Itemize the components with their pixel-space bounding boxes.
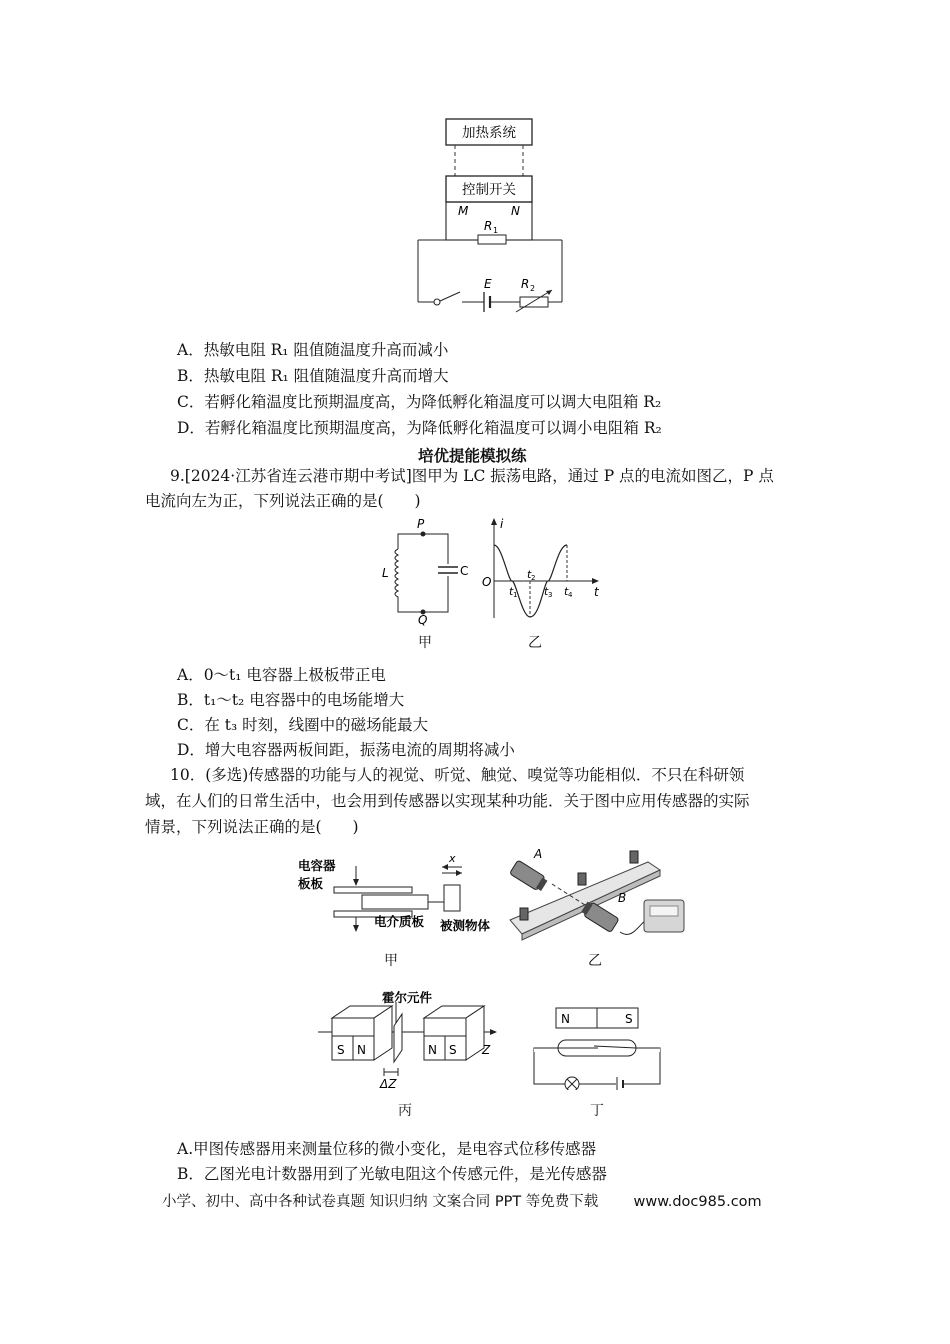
q9-stem-line1: 9.[2024·江苏省连云港市期中考试]图甲为 LC 振荡电路，通过 P 点的电流如图乙，P 点 — [170, 467, 774, 485]
label-hall-element: 霍尔元件 — [382, 990, 433, 1005]
point-P — [421, 532, 426, 537]
dielectric-slab — [362, 895, 428, 909]
photoelectric-counter-diagram — [506, 842, 690, 944]
switch-lever — [440, 292, 460, 301]
label-delta-Z: ΔZ — [380, 1077, 397, 1091]
label-capacitor: 电容器 — [298, 858, 336, 873]
q8-option-b: B．热敏电阻 R₁ 阻值随温度升高而增大 — [177, 367, 449, 385]
pole-S-right: S — [449, 1043, 457, 1057]
label-C: C — [460, 564, 469, 578]
capacitive-sensor-diagram — [296, 852, 506, 942]
q9-stem-line2: 电流向左为正，下列说法正确的是( ) — [145, 492, 421, 510]
q9-option-c: C．在 t₃ 时刻，线圈中的磁场能最大 — [177, 716, 429, 734]
q8-option-a: A．热敏电阻 R₁ 阻值随温度升高而减小 — [177, 341, 449, 359]
reed-switch-diagram — [528, 1004, 668, 1090]
label-Q: Q — [418, 613, 428, 626]
label-x: x — [449, 852, 456, 865]
q9-option-d: D．增大电容器两板间距，振荡电流的周期将减小 — [177, 741, 515, 759]
q8-option-d: D．若孵化箱温度比预期温度高，为降低孵化箱温度可以调小电阻箱 R₂ — [177, 419, 662, 437]
light-source-A — [510, 860, 549, 893]
axis-label-O: O — [482, 575, 492, 589]
fig10-caption-jia: 甲 — [384, 953, 398, 969]
lc-circuit-diagram — [376, 514, 486, 626]
q8-option-c: C．若孵化箱温度比预期温度高，为降低孵化箱温度可以调大电阻箱 R₂ — [177, 393, 662, 411]
switch-pivot — [434, 299, 440, 305]
tick-t2-sub: 2 — [531, 574, 536, 582]
label-plate: 板板 — [298, 876, 324, 891]
label-E: E — [484, 277, 492, 291]
q10-stem-line3: 情景，下列说法正确的是( ) — [145, 818, 359, 836]
q10-option-a: A.甲图传感器用来测量位移的微小变化，是电容式位移传感器 — [177, 1140, 597, 1158]
tick-t2: t — [527, 568, 532, 581]
label-R2: R — [521, 277, 530, 291]
label-dielectric: 电介质板 — [374, 914, 425, 929]
label-A: A — [534, 847, 543, 861]
fig9-caption-jia: 甲 — [418, 635, 432, 651]
pole-N-left: N — [357, 1043, 366, 1057]
measured-object — [444, 885, 460, 911]
q10-stem-line2: 域，在人们的日常生活中，也会用到传感器以实现某种功能．关于图中应用传感器的实际 — [145, 792, 750, 810]
upper-plate — [334, 887, 412, 893]
axis-label-Z: Z — [482, 1043, 491, 1057]
heating-system-label: 加热系统 — [462, 125, 516, 141]
tick-t1: t — [509, 585, 514, 598]
q10-stem-line1: 10．(多选)传感器的功能与人的视觉、听觉、触觉、嗅觉等功能相似．不只在科研领 — [170, 766, 745, 784]
label-B: B — [618, 891, 627, 905]
label-M: M — [458, 204, 469, 218]
axis-label-i: i — [500, 517, 504, 531]
fig10-caption-yi: 乙 — [588, 953, 602, 969]
label-R2-sub: 2 — [530, 284, 536, 293]
hall-plate — [394, 1014, 402, 1062]
pole-S-left: S — [337, 1043, 345, 1057]
label-R1-sub: 1 — [493, 226, 499, 235]
q10-option-b: B．乙图光电计数器用到了光敏电阻这个传感元件，是光传感器 — [177, 1165, 607, 1183]
pole-S: S — [625, 1012, 633, 1026]
tick-t1-sub: 1 — [513, 591, 518, 599]
axis-label-t: t — [594, 585, 599, 599]
tick-t4: t — [564, 585, 569, 598]
resistor-box-R2 — [520, 297, 548, 307]
label-L: L — [382, 566, 389, 580]
tick-t3: t — [544, 585, 549, 598]
label-P: P — [417, 517, 425, 531]
section-heading: 培优提能模拟练 — [418, 447, 527, 465]
heating-circuit-diagram — [410, 116, 570, 314]
fig10-caption-bing: 丙 — [398, 1103, 412, 1119]
control-switch-label: 控制开关 — [462, 182, 516, 198]
footer-left: 小学、初中、高中各种试卷真题 知识归纳 文案合同 PPT 等免费下载 — [162, 1194, 599, 1210]
label-object: 被测物体 — [440, 918, 491, 933]
q9-option-b: B．t₁～t₂ 电容器中的电场能增大 — [177, 691, 405, 709]
photo-receiver-B — [580, 900, 619, 933]
tick-t4-sub: 4 — [568, 591, 573, 599]
footer-url[interactable]: www.doc985.com — [633, 1194, 762, 1210]
fig10-caption-ding: 丁 — [590, 1103, 604, 1119]
hall-element-diagram — [316, 988, 501, 1092]
current-time-graph — [478, 514, 608, 626]
resistor-R1 — [478, 235, 506, 244]
label-R1: R — [484, 219, 493, 233]
label-N: N — [511, 204, 520, 218]
pole-N: N — [561, 1012, 570, 1026]
tick-t3-sub: 3 — [548, 591, 553, 599]
fig9-caption-yi: 乙 — [528, 635, 542, 651]
pole-N-right: N — [428, 1043, 437, 1057]
footer — [162, 1190, 762, 1211]
q9-option-a: A．0～t₁ 电容器上极板带正电 — [177, 666, 386, 684]
